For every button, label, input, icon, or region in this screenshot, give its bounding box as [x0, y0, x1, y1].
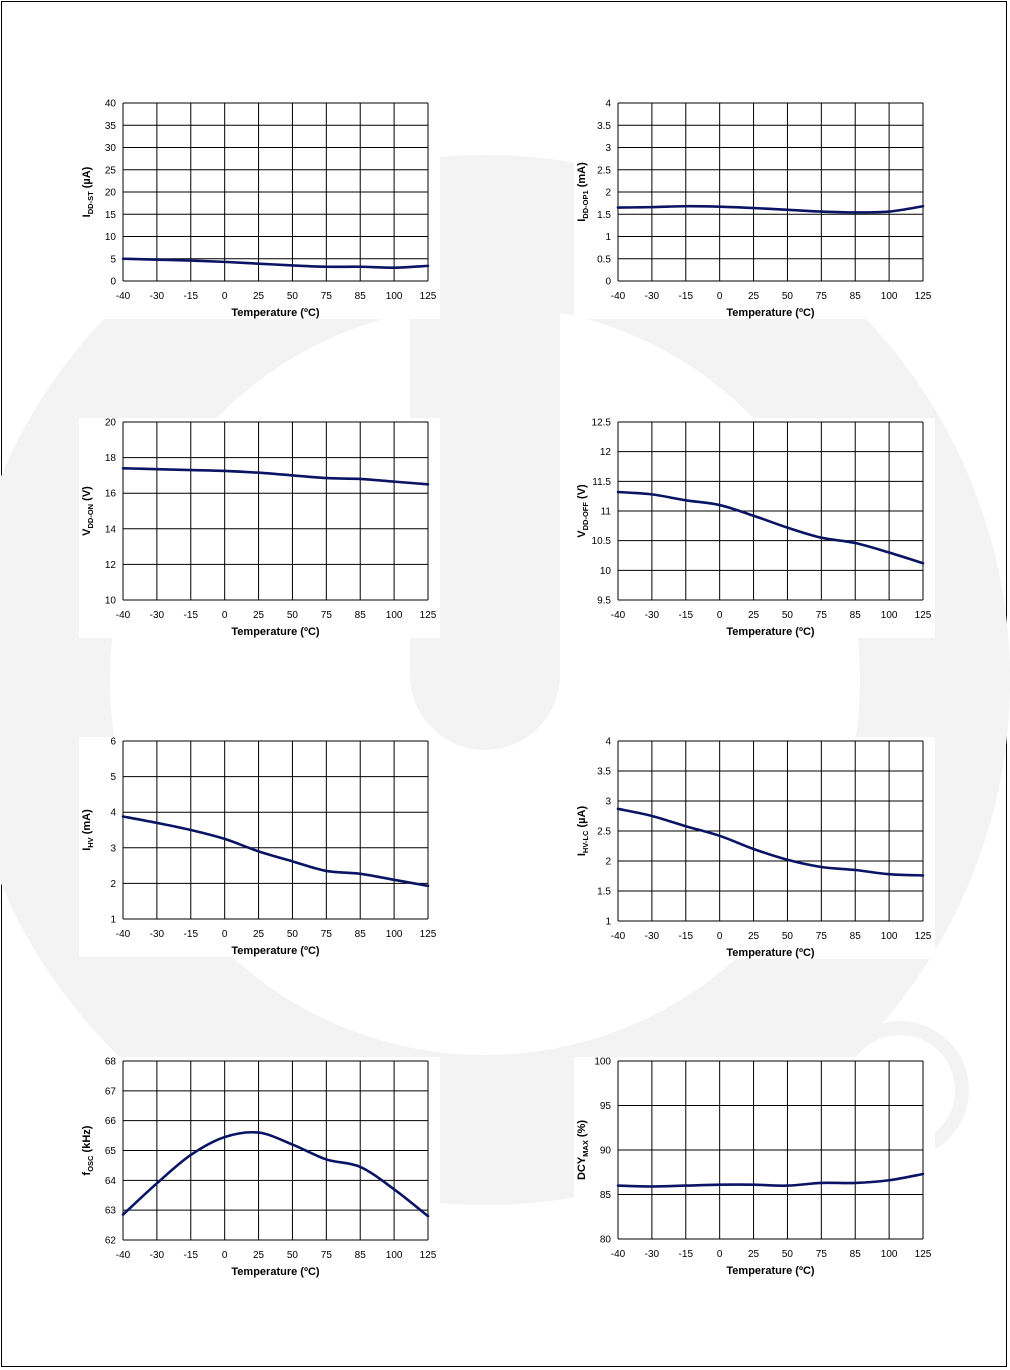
y-tick-label: 2.5	[597, 165, 611, 177]
x-tick-label: 100	[880, 931, 898, 942]
y-axis-label-subscript: DD-OP1	[581, 190, 590, 219]
y-tick-label: 4	[110, 807, 116, 819]
x-tick-label: -30	[644, 291, 660, 302]
x-tick-label: 85	[354, 291, 366, 302]
x-tick-label: 100	[385, 929, 403, 940]
x-axis-label: Temperature (ºC)	[726, 626, 815, 638]
x-tick-label: -15	[678, 291, 694, 302]
chart-background	[79, 737, 440, 957]
x-tick-label: 0	[716, 1249, 723, 1260]
y-tick-label: 11.5	[592, 476, 611, 488]
y-axis-label-main: V	[576, 530, 588, 538]
x-tick-label: 0	[716, 291, 723, 302]
y-tick-label: 16	[104, 488, 116, 500]
y-tick-label: 2	[605, 187, 611, 199]
x-tick-label: -30	[149, 610, 165, 621]
y-axis-label-unit: (mA)	[576, 162, 588, 191]
y-tick-label: 10	[599, 565, 611, 577]
y-tick-label: 40	[104, 98, 116, 110]
y-tick-label: 1	[110, 914, 116, 926]
x-tick-label: 75	[320, 929, 332, 940]
x-tick-label: -15	[678, 610, 694, 621]
x-tick-label: 25	[252, 1250, 265, 1261]
y-tick-label: 35	[104, 120, 116, 132]
y-tick-label: 95	[599, 1101, 611, 1112]
x-axis-label: Temperature (ºC)	[231, 307, 320, 319]
y-tick-label: 18	[104, 453, 116, 465]
x-tick-label: -30	[644, 610, 660, 621]
y-tick-label: 67	[104, 1086, 116, 1098]
y-axis-label-subscript: OSC	[86, 1155, 95, 1172]
y-tick-label: 3	[605, 796, 611, 808]
x-tick-label: -40	[610, 931, 626, 942]
chart-background	[574, 1057, 935, 1277]
x-tick-label: 50	[286, 291, 299, 302]
y-axis-label-subscript: DD-ST	[86, 191, 95, 215]
x-tick-label: 25	[747, 291, 760, 302]
y-tick-label: 2	[110, 878, 116, 890]
chart-fosc	[79, 1057, 440, 1279]
y-axis-label-main: I	[81, 847, 93, 851]
x-tick-label: 85	[849, 1249, 861, 1260]
x-tick-label: 100	[880, 1249, 898, 1260]
y-tick-label: 10	[104, 232, 116, 243]
x-tick-label: -15	[678, 1249, 694, 1260]
x-tick-label: -15	[183, 929, 199, 940]
y-tick-label: 66	[104, 1116, 116, 1128]
x-tick-label: 100	[880, 610, 898, 621]
x-axis-label: Temperature (ºC)	[726, 307, 815, 319]
x-tick-label: 125	[914, 610, 932, 621]
y-tick-label: 20	[104, 417, 116, 429]
y-tick-label: 64	[104, 1175, 116, 1187]
chart-idd-st	[79, 99, 440, 320]
x-tick-label: -40	[115, 610, 131, 621]
y-tick-label: 1.5	[597, 886, 611, 898]
y-tick-label: 25	[104, 165, 116, 177]
y-axis-label-main: f	[81, 1171, 93, 1176]
x-tick-label: -40	[115, 1250, 131, 1261]
x-tick-label: -30	[149, 929, 165, 940]
x-tick-label: 75	[320, 1250, 332, 1261]
x-tick-label: 50	[781, 610, 794, 621]
chart-dcymax	[574, 1057, 935, 1278]
y-axis-label-subscript: DD-ON	[86, 503, 95, 529]
y-axis-label-unit: (V)	[81, 486, 93, 504]
y-tick-label: 68	[104, 1056, 116, 1068]
x-tick-label: -30	[644, 931, 660, 942]
x-tick-label: 85	[354, 1250, 366, 1261]
y-tick-label: 5	[110, 254, 116, 266]
chart-vdd-on	[79, 418, 440, 639]
x-tick-label: 25	[747, 931, 760, 942]
y-tick-label: 3	[605, 143, 611, 154]
y-tick-label: 80	[599, 1234, 611, 1246]
y-tick-label: 1	[605, 916, 611, 928]
x-tick-label: 125	[419, 610, 437, 621]
y-tick-label: 63	[104, 1205, 116, 1217]
x-tick-label: 100	[385, 291, 403, 302]
chart-background	[79, 99, 440, 319]
x-tick-label: -30	[644, 1249, 660, 1260]
x-axis-label: Temperature (ºC)	[231, 1266, 320, 1278]
y-tick-label: 2.5	[597, 826, 611, 838]
x-tick-label: 25	[747, 1249, 760, 1260]
y-tick-label: 3	[110, 843, 116, 855]
x-tick-label: 100	[385, 1250, 403, 1261]
x-axis-label: Temperature (ºC)	[231, 626, 320, 638]
x-tick-label: -40	[610, 1249, 626, 1260]
y-tick-label: 4	[605, 736, 611, 748]
y-tick-label: 100	[594, 1056, 611, 1068]
x-tick-label: 50	[286, 929, 299, 940]
y-tick-label: 1.5	[597, 209, 611, 221]
x-tick-label: 125	[914, 931, 932, 942]
x-tick-label: 125	[914, 1249, 932, 1260]
x-axis-label: Temperature (ºC)	[726, 1265, 815, 1277]
y-tick-label: 0.5	[597, 254, 611, 266]
x-tick-label: 25	[747, 610, 760, 621]
x-tick-label: 25	[252, 291, 265, 302]
x-tick-label: -40	[115, 929, 131, 940]
y-tick-label: 0	[605, 276, 611, 288]
chart-background	[79, 1057, 440, 1278]
y-tick-label: 1	[605, 232, 611, 243]
x-tick-label: 0	[716, 610, 723, 621]
y-tick-label: 15	[104, 209, 116, 221]
x-tick-label: 85	[849, 931, 861, 942]
y-tick-label: 5	[110, 772, 116, 784]
y-tick-label: 65	[104, 1146, 116, 1157]
y-tick-label: 10.5	[591, 536, 611, 548]
x-tick-label: 100	[385, 610, 403, 621]
x-tick-label: 50	[286, 610, 299, 621]
y-tick-label: 3.5	[597, 766, 611, 778]
chart-idd-op1	[574, 99, 935, 320]
y-tick-label: 2	[605, 856, 611, 868]
y-tick-label: 12	[104, 559, 116, 571]
y-tick-label: 12.5	[591, 417, 611, 429]
y-tick-label: 6	[110, 736, 116, 748]
x-tick-label: -30	[149, 1250, 165, 1261]
y-axis-label-main: DCY	[576, 1156, 588, 1181]
y-tick-label: 0	[110, 276, 116, 288]
x-tick-label: -15	[678, 931, 694, 942]
x-tick-label: 85	[354, 610, 366, 621]
y-tick-label: 90	[599, 1145, 611, 1157]
x-tick-label: 0	[221, 610, 228, 621]
y-axis-label-unit: (V)	[576, 484, 588, 503]
chart-background	[574, 418, 935, 638]
x-tick-label: 125	[914, 291, 932, 302]
x-tick-label: -40	[610, 291, 626, 302]
x-tick-label: -40	[115, 291, 131, 302]
x-tick-label: 25	[252, 610, 265, 621]
x-tick-label: 0	[221, 929, 228, 940]
y-axis-label-subscript: HV	[86, 837, 95, 848]
y-tick-label: 10	[104, 595, 116, 607]
x-tick-label: -15	[183, 1250, 199, 1261]
x-tick-label: 85	[849, 610, 861, 621]
x-axis-label: Temperature (ºC)	[726, 947, 815, 959]
chart-vdd-off	[574, 418, 935, 639]
y-tick-label: 11	[600, 506, 611, 518]
x-tick-label: 125	[419, 291, 437, 302]
x-tick-label: 75	[320, 291, 332, 302]
y-axis-label-unit: (%)	[576, 1119, 588, 1141]
x-tick-label: -30	[149, 291, 165, 302]
x-tick-label: 100	[880, 291, 898, 302]
x-tick-label: 75	[815, 931, 827, 942]
x-tick-label: 0	[716, 931, 723, 942]
x-axis-label: Temperature (ºC)	[231, 945, 320, 957]
x-tick-label: 125	[419, 1250, 437, 1261]
y-tick-label: 85	[599, 1190, 611, 1201]
x-tick-label: 75	[815, 291, 827, 302]
y-tick-label: 14	[104, 524, 116, 536]
x-tick-label: 85	[354, 929, 366, 940]
y-axis-label-unit: (mA)	[81, 809, 93, 838]
y-tick-label: 3.5	[597, 120, 611, 132]
chart-background	[79, 418, 440, 638]
y-tick-label: 4	[605, 98, 611, 110]
chart-ihv	[79, 737, 440, 958]
x-tick-label: 50	[781, 931, 794, 942]
x-tick-label: -40	[610, 610, 626, 621]
y-axis-label-unit: (µA)	[81, 166, 93, 192]
y-tick-label: 9.5	[597, 595, 611, 607]
y-axis-label-main: V	[81, 528, 93, 536]
chart-ihv-lc	[574, 737, 935, 960]
x-tick-label: -15	[183, 610, 199, 621]
x-tick-label: -15	[183, 291, 199, 302]
x-tick-label: 85	[849, 291, 861, 302]
x-tick-label: 0	[221, 1250, 228, 1261]
y-tick-label: 20	[104, 187, 116, 199]
y-axis-label-main: I	[576, 853, 588, 857]
x-tick-label: 75	[320, 610, 332, 621]
y-axis-label-main: I	[576, 218, 588, 222]
x-tick-label: 75	[815, 610, 827, 621]
y-tick-label: 62	[104, 1235, 116, 1247]
x-tick-label: 25	[252, 929, 265, 940]
y-axis-label-unit: (µA)	[576, 805, 588, 831]
y-axis-label-subscript: MAX	[581, 1140, 590, 1157]
y-axis-label-subscript: DD-OFF	[581, 502, 590, 531]
x-tick-label: 50	[286, 1250, 299, 1261]
x-tick-label: 50	[781, 1249, 794, 1260]
y-tick-label: 30	[104, 143, 116, 154]
x-tick-label: 75	[815, 1249, 827, 1260]
x-tick-label: 0	[221, 291, 228, 302]
x-tick-label: 125	[419, 929, 437, 940]
y-axis-label-main: I	[81, 214, 93, 218]
x-tick-label: 50	[781, 291, 794, 302]
y-tick-label: 12	[599, 447, 611, 459]
y-axis-label-unit: (kHz)	[81, 1125, 93, 1156]
y-axis-label-subscript: HV-LC	[581, 830, 590, 854]
